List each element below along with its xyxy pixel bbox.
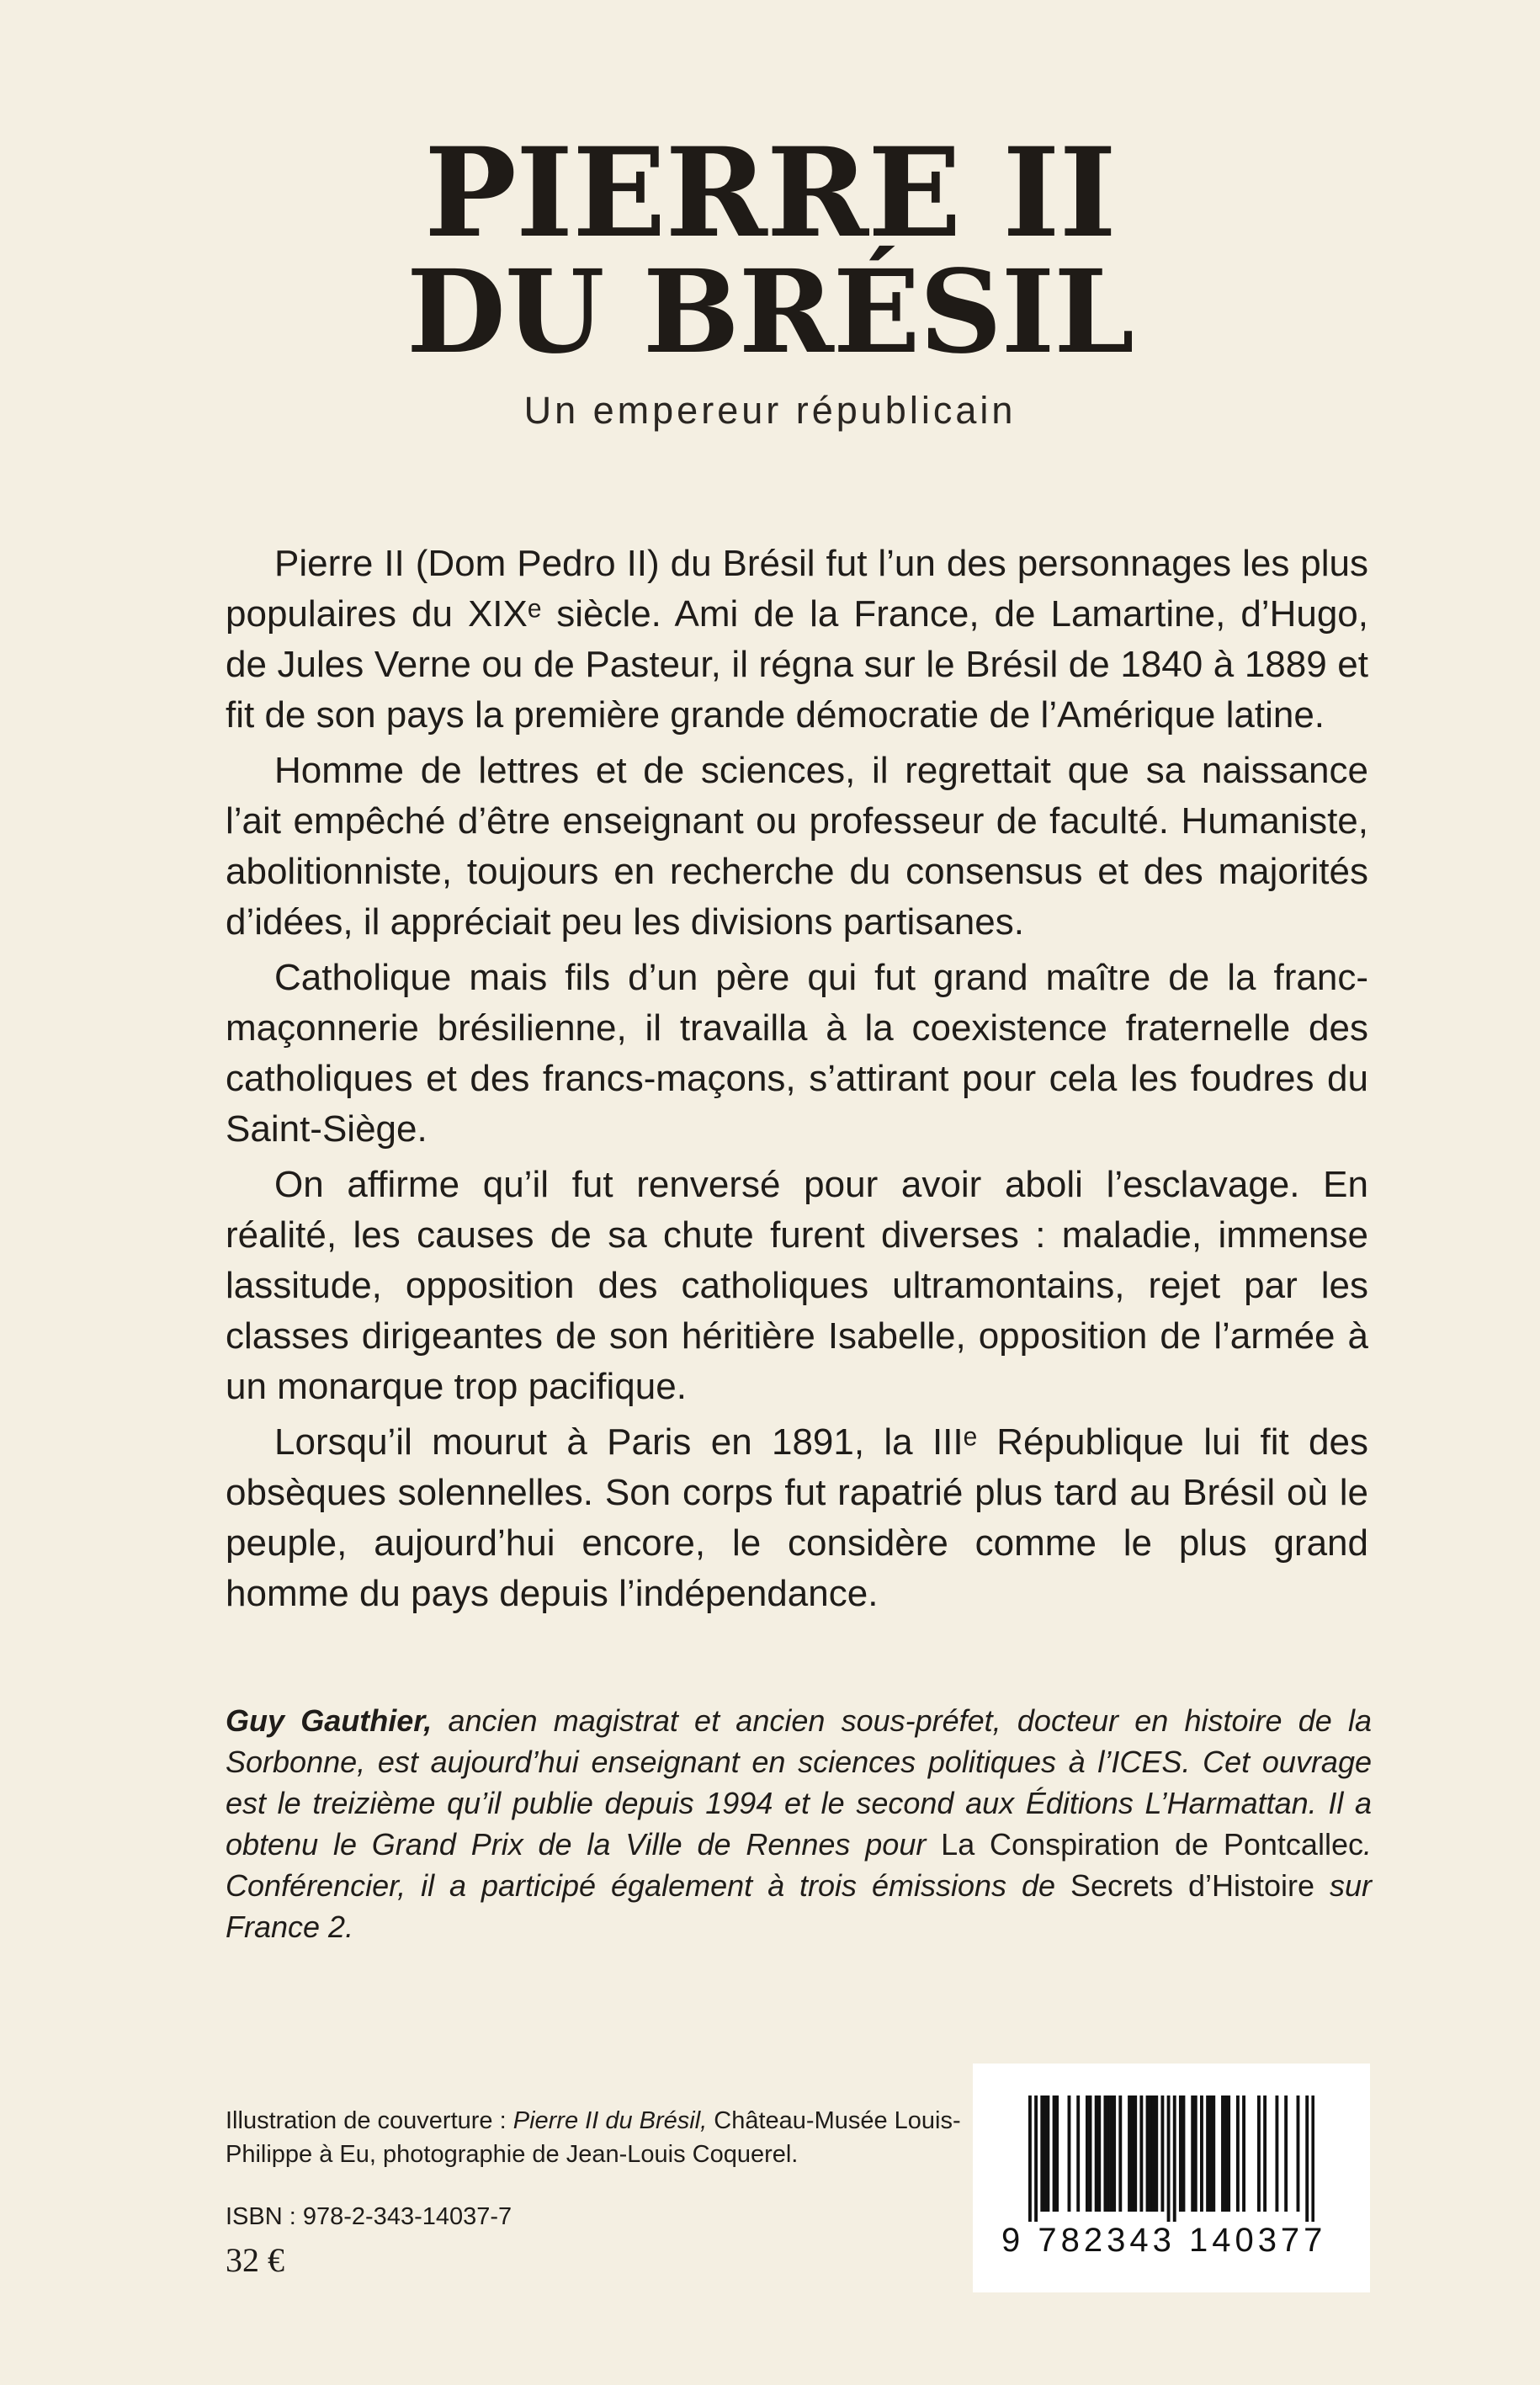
barcode-bar: [1191, 2096, 1194, 2212]
credit-label: Illustration de couverture :: [226, 2107, 513, 2134]
barcode-bar: [1131, 2096, 1134, 2212]
barcode-bar: [1305, 2096, 1309, 2222]
isbn: ISBN : 978-2-343-14037-7: [226, 2203, 512, 2230]
barcode-bar: [1263, 2096, 1267, 2212]
author-bio-text-2: . Conférencier, il a participé également à trois émissions de: [226, 1827, 1372, 1903]
author-bio-text-3: sur France 2.: [226, 1868, 1373, 1944]
barcode-bar: [1089, 2096, 1092, 2212]
book-title-line-1: PIERRE II: [424, 121, 1116, 265]
barcode-bar: [1173, 2096, 1176, 2222]
credit-work-title: Pierre II du Brésil,: [512, 2107, 708, 2134]
barcode-bar: [1152, 2096, 1155, 2212]
barcode-bar: [1118, 2096, 1122, 2212]
barcode-bar: [1227, 2096, 1230, 2212]
barcode-bar: [1200, 2096, 1203, 2212]
barcode-bar: [1068, 2096, 1071, 2212]
barcode-bar: [1236, 2096, 1240, 2212]
barcode-panel: [973, 2064, 1370, 2292]
author-bio: [226, 1700, 1372, 1947]
summary-paragraph-4: On affirme qu’il fut renversé pour avoir aboli l’esclavage. En réalité, les causes de sa chute furent diverses : maladie, immense lassitude, opposition des catholiques ultramontains, rejet par les classes dirigeantes de son héritière Isabelle, opposition de l’armée à un monarque trop pacifique.: [226, 1164, 1368, 1407]
barcode-bar: [1103, 2096, 1107, 2212]
barcode-bar: [1097, 2096, 1101, 2212]
barcode-bar: [1034, 2096, 1038, 2222]
barcode-bar: [1212, 2096, 1215, 2212]
barcode-bar: [1167, 2096, 1171, 2222]
barcode-bar: [1194, 2096, 1197, 2212]
barcode-bar: [1076, 2096, 1080, 2212]
book-title-line-2: DU BRÉSIL: [406, 245, 1134, 380]
barcode-bar: [1040, 2096, 1043, 2212]
book-subtitle: Un empereur républicain: [523, 389, 1017, 432]
barcode-bar: [1155, 2096, 1158, 2212]
barcode-bar: [1146, 2096, 1150, 2212]
barcode-bar: [1311, 2096, 1314, 2222]
price: 32 €: [226, 2241, 284, 2279]
barcode-bar: [1028, 2096, 1032, 2222]
barcode-bar: [1275, 2096, 1278, 2212]
summary-paragraph-2: Homme de lettres et de sciences, il regrettait que sa naissance l’ait empêché d’être enseignant ou professeur de faculté. Humaniste, abolitionniste, toujours en recherche du consensus et des majorités d’idées, il appréciait peu les divisions partisanes.: [226, 750, 1368, 943]
barcode-bar: [1257, 2096, 1261, 2212]
barcode-bar: [1046, 2096, 1049, 2212]
barcode-bar: [1209, 2096, 1213, 2212]
barcode-bar: [1053, 2096, 1056, 2212]
barcode-bar: [1160, 2096, 1164, 2212]
author-bio-text-1: ancien magistrat et ancien sous-préfet, docteur en histoire de la Sorbonne, est aujourd’hui enseignant en sciences politiques à l’ICES. Cet ouvrage est le treizième qu’il publie depuis 1994 et le second aux Éditions L’Harmattan. Il a obtenu le Grand Prix de la Ville de Rennes pour: [226, 1703, 1373, 1862]
barcode-bar: [1182, 2096, 1186, 2212]
barcode-icon: [1028, 2096, 1314, 2222]
barcode-bar: [1179, 2096, 1182, 2212]
summary-paragraph-3: Catholique mais fils d’un père qui fut grand maître de la franc-maçonnerie brésilienne, il travailla à la coexistence fraternelle des catholiques et des francs-maçons, s’attirant pour cela les foudres du Saint-Siège.: [226, 957, 1368, 1150]
barcode-bar: [1055, 2096, 1059, 2212]
barcode-bar: [1107, 2096, 1110, 2212]
barcode-digits: 9 782343 140377: [1001, 2222, 1327, 2259]
barcode-bar: [1224, 2096, 1228, 2212]
barcode-bar: [1095, 2096, 1098, 2212]
cover-illustration-credit: [226, 2104, 983, 2171]
barcode-bar: [1043, 2096, 1047, 2212]
credit-details: Château-Musée Louis-Philippe à Eu, photographie de Jean-Louis Coquerel.: [226, 2107, 961, 2168]
barcode-bar: [1113, 2096, 1116, 2212]
barcode-bar: [1221, 2096, 1224, 2212]
author-name: Guy Gauthier,: [226, 1703, 433, 1738]
barcode-bar: [1242, 2096, 1245, 2212]
barcode-bar: [1284, 2096, 1288, 2212]
tv-show-title: Secrets d’Histoire: [1070, 1868, 1315, 1903]
barcode-bar: [1206, 2096, 1209, 2212]
summary-paragraph-5: Lorsqu’il mourut à Paris en 1891, la IIIᵉ République lui fit des obsèques solennelles. Son corps fut rapatrié plus tard au Brésil où le peuple, aujourd’hui encore, le considère comme le plus grand homme du pays depuis l’indépendance.: [226, 1421, 1368, 1614]
barcode-bar: [1139, 2096, 1143, 2212]
barcode-bar: [1128, 2096, 1131, 2212]
summary-paragraph-1: Pierre II (Dom Pedro II) du Brésil fut l’un des personnages les plus populaires du XIXᵉ siècle. Ami de la France, de Lamartine, d’Hugo, de Jules Verne ou de Pasteur, il régna sur le Brésil de 1840 à 1889 et fit de son pays la première grande démocratie de l’Amérique latine.: [226, 543, 1368, 736]
barcode-bar: [1134, 2096, 1137, 2212]
barcode-bar: [1149, 2096, 1152, 2212]
summary-text: [226, 539, 1368, 1624]
barcode-bar: [1110, 2096, 1113, 2212]
book-title-pontcallec: La Conspiration de Pontcallec: [941, 1827, 1363, 1862]
barcode-bar: [1297, 2096, 1300, 2212]
barcode-bar: [1086, 2096, 1089, 2212]
